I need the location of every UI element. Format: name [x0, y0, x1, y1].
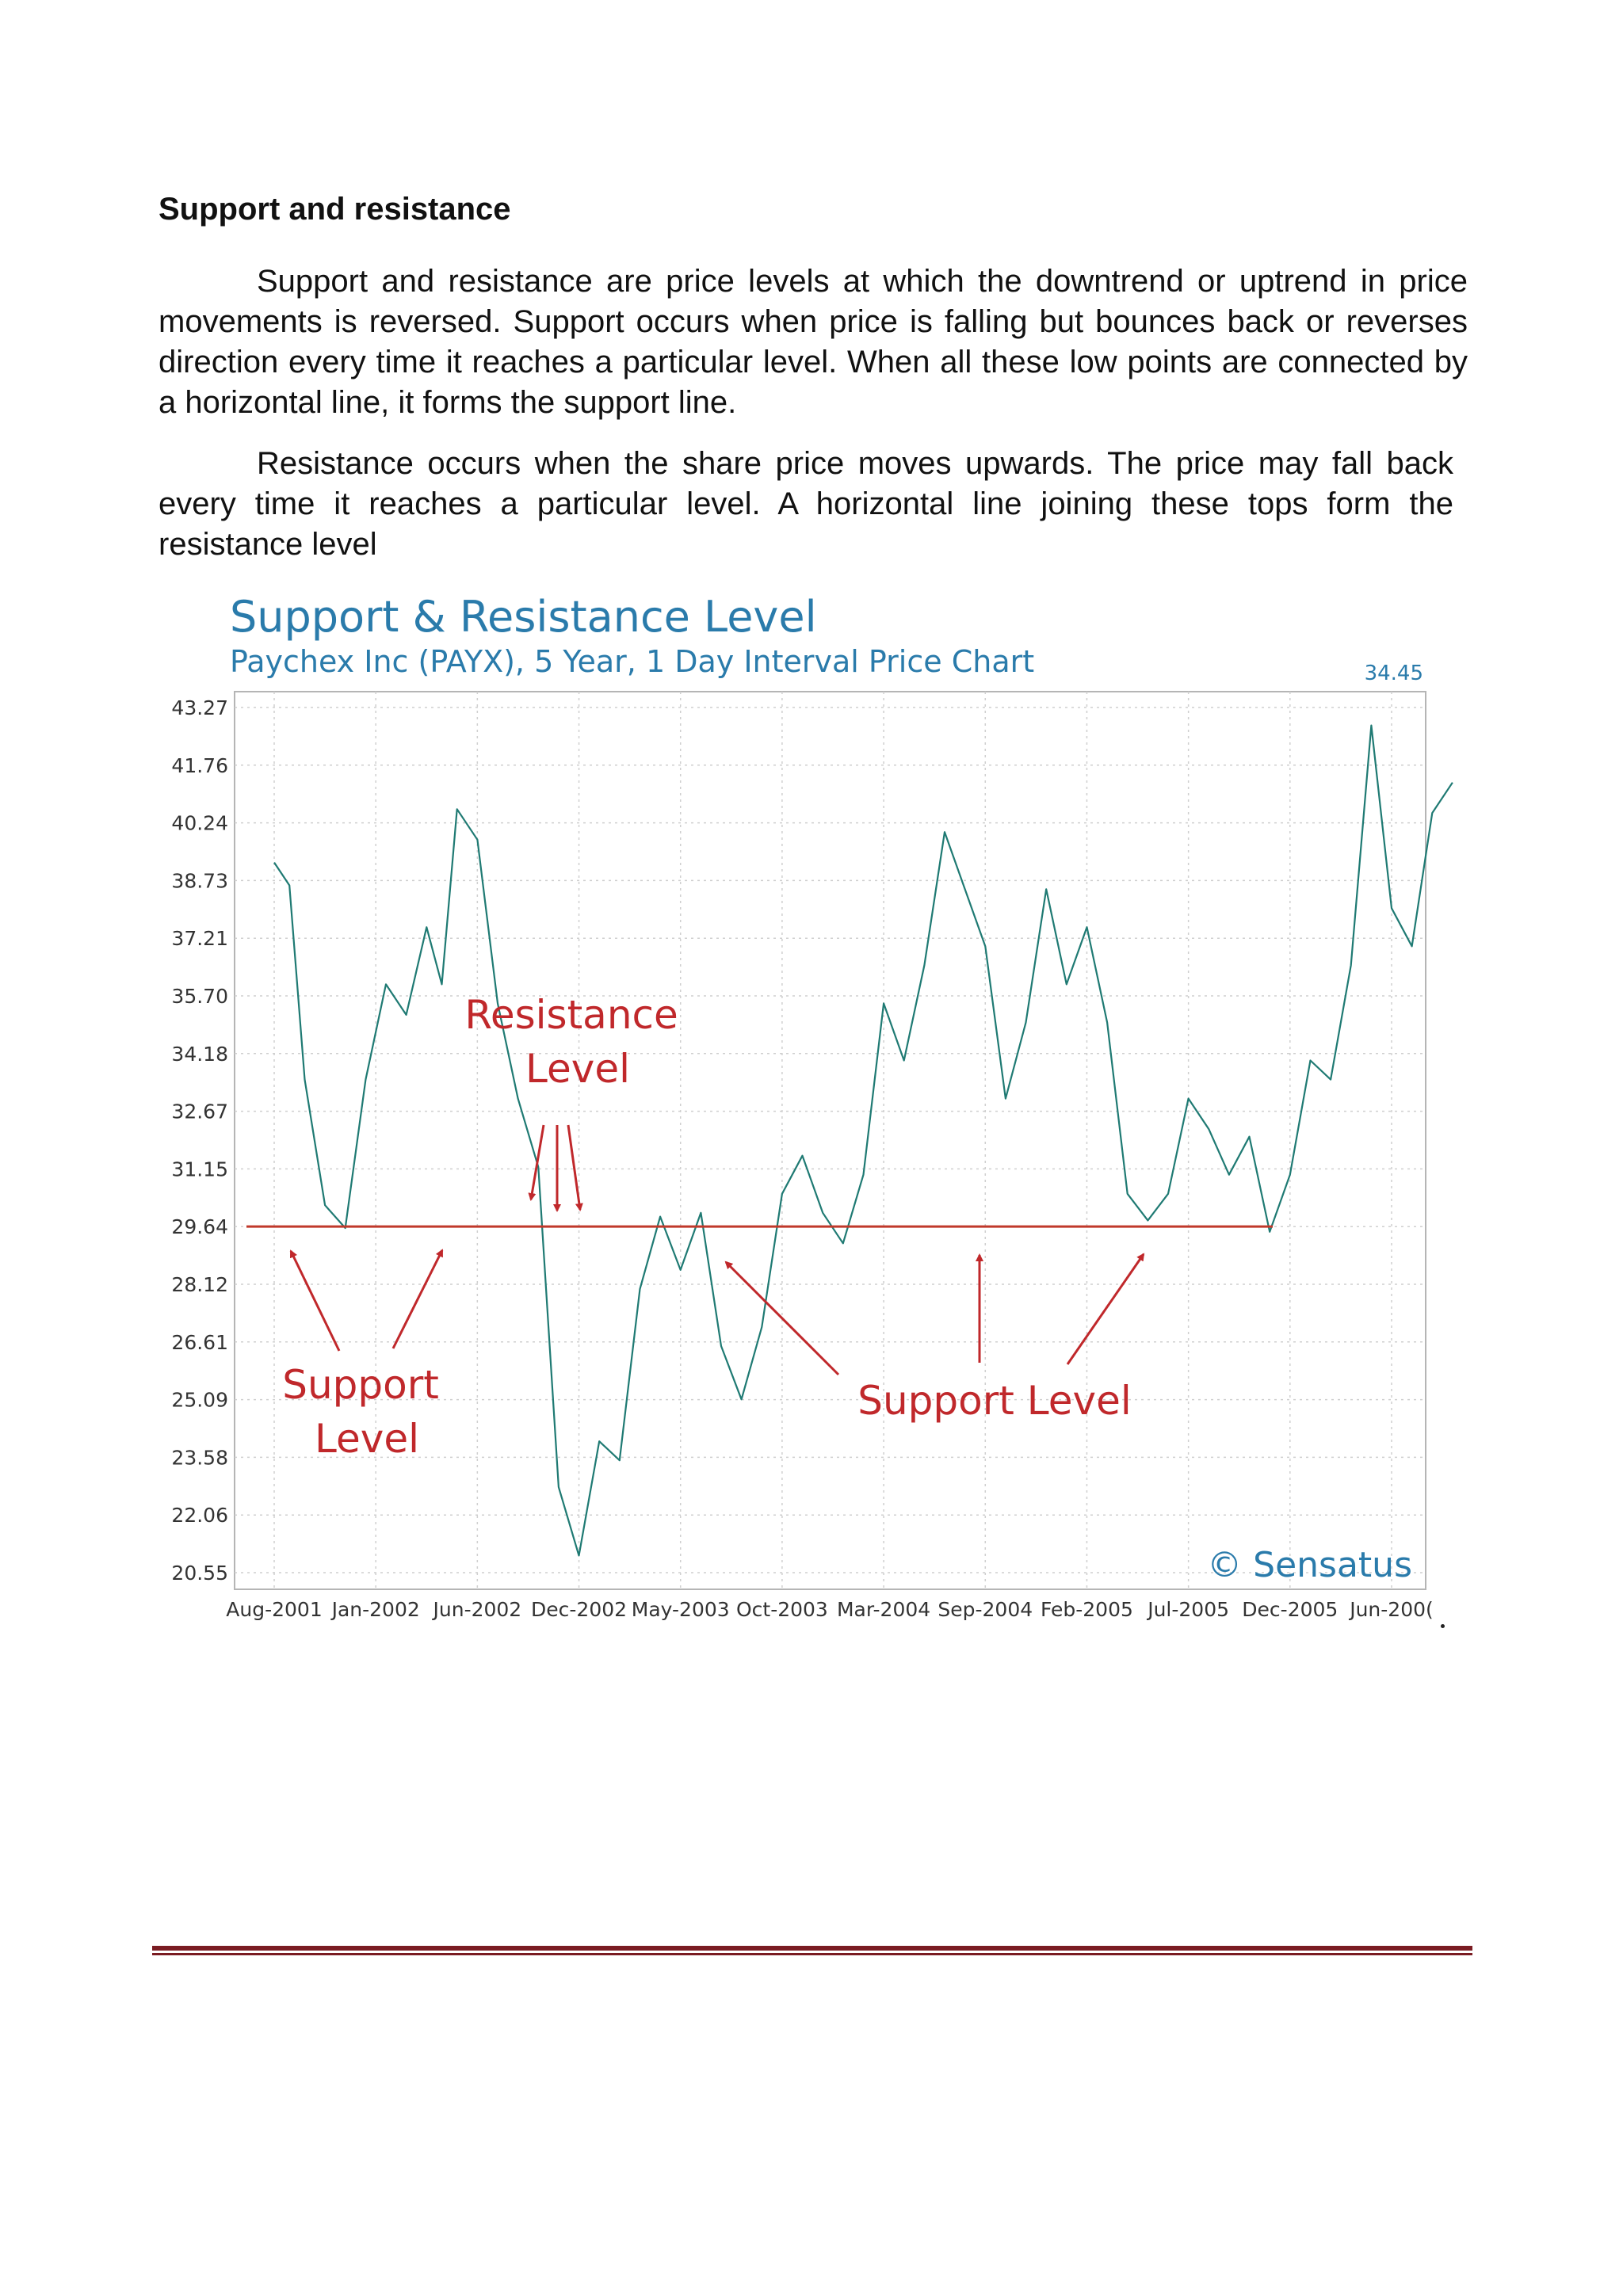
chart-title: Support & Resistance Level	[230, 592, 817, 642]
x-tick-label: Jul-2005	[1148, 1598, 1230, 1621]
y-tick-label: 43.27	[171, 696, 228, 719]
paragraph-support: Support and resistance are price levels at which the downtrend or uptrend in price movements is reversed. Support occurs when price is falling but bounces back or reverses direction every time it reaches a particular level. When all these low points are connected by a horizontal line, it forms the support line.	[158, 264, 1468, 420]
support-right-line-1: Support Level	[857, 1378, 1132, 1424]
y-tick-label: 38.73	[171, 869, 228, 893]
x-tick-label: Jun-200(	[1350, 1598, 1434, 1621]
y-axis-ticks	[171, 696, 228, 1585]
x-tick-label: Sep-2004	[938, 1598, 1033, 1621]
y-tick-label: 22.06	[171, 1504, 228, 1527]
y-tick-label: 35.70	[171, 985, 228, 1008]
stray-dot	[1441, 1624, 1445, 1628]
resistance-label-line-2: Level	[525, 1046, 630, 1092]
y-tick-label: 26.61	[171, 1330, 228, 1354]
x-tick-label: Jun-2002	[433, 1598, 522, 1621]
resistance-label-line-1: Resistance	[464, 992, 678, 1038]
last-price-label: 34.45	[1364, 662, 1423, 685]
y-tick-label: 20.55	[171, 1562, 228, 1585]
watermark: © Sensatus	[1207, 1545, 1412, 1585]
y-tick-label: 40.24	[171, 811, 228, 835]
support-resistance-chart	[155, 578, 1471, 1648]
y-tick-label: 31.15	[171, 1158, 228, 1181]
x-axis-ticks	[226, 1598, 1434, 1621]
y-tick-label: 28.12	[171, 1273, 228, 1296]
support-left-line-2: Level	[315, 1416, 419, 1462]
y-tick-label: 32.67	[171, 1100, 228, 1123]
x-tick-label: Aug-2001	[226, 1598, 323, 1621]
footer-rule-thick	[152, 1946, 1472, 1951]
section-heading: Support and resistance	[158, 192, 511, 227]
x-tick-label: Mar-2004	[836, 1598, 931, 1621]
support-left-line-1: Support	[282, 1362, 439, 1408]
x-tick-label: May-2003	[631, 1598, 730, 1621]
x-tick-label: Oct-2003	[735, 1598, 828, 1621]
y-tick-label: 25.09	[171, 1388, 228, 1412]
y-tick-label: 23.58	[171, 1446, 228, 1470]
x-tick-label: Feb-2005	[1040, 1598, 1133, 1621]
paragraph-resistance: Resistance occurs when the share price moves upwards. The price may fall back every time it reaches a particular level. A horizontal line joining these tops form the resistance level	[158, 446, 1453, 562]
support-level-label-right	[857, 1378, 1132, 1424]
x-tick-label: Dec-2005	[1242, 1598, 1338, 1621]
y-tick-label: 41.76	[171, 753, 228, 777]
y-tick-label: 37.21	[171, 927, 228, 951]
chart-subtitle: Paychex Inc (PAYX), 5 Year, 1 Day Interval Price Chart	[230, 644, 1035, 679]
y-tick-label: 29.64	[171, 1215, 228, 1239]
footer-rule-thin	[152, 1953, 1472, 1955]
x-tick-label: Dec-2002	[531, 1598, 628, 1621]
y-tick-label: 34.18	[171, 1042, 228, 1066]
chart-svg	[155, 578, 1471, 1648]
x-tick-label: Jan-2002	[331, 1598, 420, 1621]
